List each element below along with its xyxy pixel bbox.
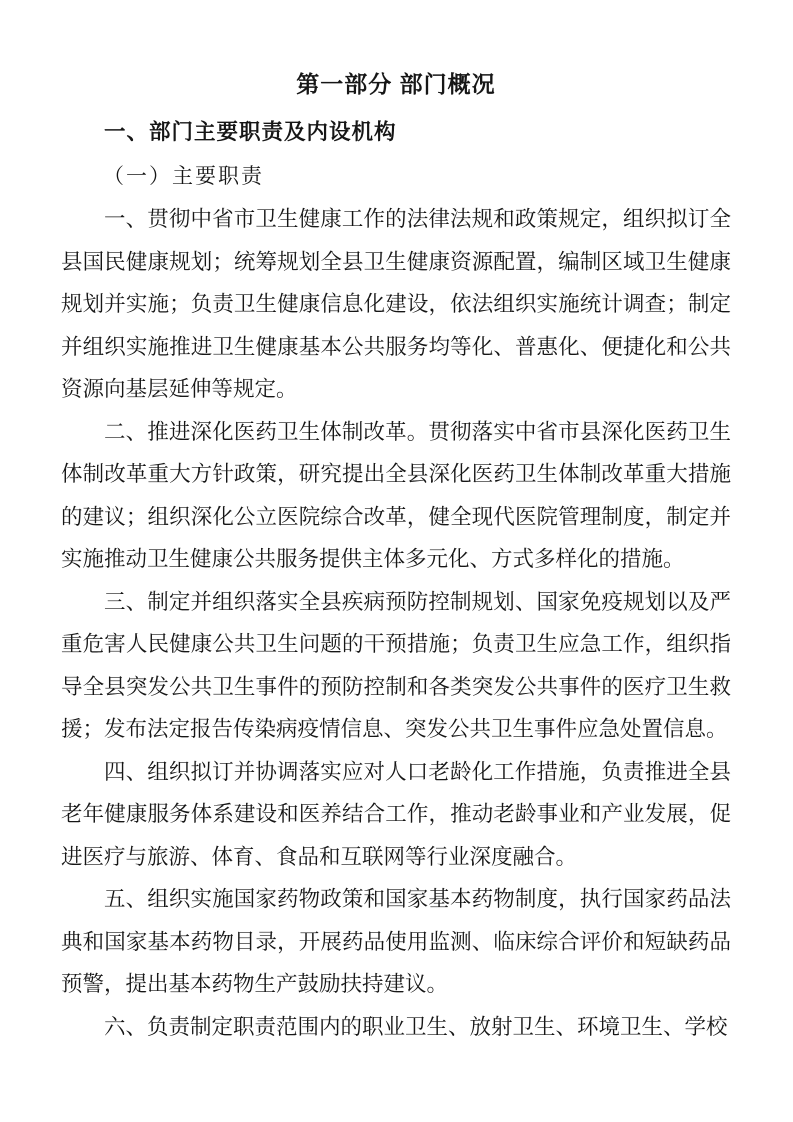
duty-paragraph-3: 三、制定并组织落实全县疾病预防控制规划、国家免疫规划以及严重危害人民健康公共卫生问题的干预措施；负责卫生应急工作，组织指导全县突发公共卫生事件的预防控制和各类突发公共事件的医疗卫生救援；发布法定报告传染病疫情信息、突发公共卫生事件应急处置信息。	[61, 589, 731, 741]
duty-paragraph-6-truncated: 六、负责制定职责范围内的职业卫生、放射卫生、环境卫生、学校	[104, 1014, 728, 1039]
document-title: 第一部分 部门概况	[296, 71, 496, 97]
section-heading-main-duties-and-structure: 一、部门主要职责及内设机构	[104, 120, 397, 144]
duty-paragraph-4: 四、组织拟订并协调落实应对人口老龄化工作措施，负责推进全县老年健康服务体系建设和医养结合工作，推动老龄事业和产业发展，促进医疗与旅游、体育、食品和互联网等行业深度融合。	[61, 759, 731, 869]
subsection-heading-main-duties: （一）主要职责	[103, 164, 264, 188]
duty-paragraph-2: 二、推进深化医药卫生体制改革。贯彻落实中省市县深化医药卫生体制改革重大方针政策，研究提出全县深化医药卫生体制改革重大措施的建议；组织深化公立医院综合改革，健全现代医院管理制度，制定并实施推动卫生健康公共服务提供主体多元化、方式多样化的措施。	[61, 419, 731, 571]
duty-paragraph-1: 一、贯彻中省市卫生健康工作的法律法规和政策规定，组织拟订全县国民健康规划；统筹规划全县卫生健康资源配置，编制区域卫生健康规划并实施；负责卫生健康信息化建设，依法组织实施统计调查；制定并组织实施推进卫生健康基本公共服务均等化、普惠化、便捷化和公共资源向基层延伸等规定。	[61, 207, 731, 401]
duty-paragraph-5: 五、组织实施国家药物政策和国家基本药物制度，执行国家药品法典和国家基本药物目录，开展药品使用监测、临床综合评价和短缺药品预警，提出基本药物生产鼓励扶持建议。	[61, 887, 731, 996]
